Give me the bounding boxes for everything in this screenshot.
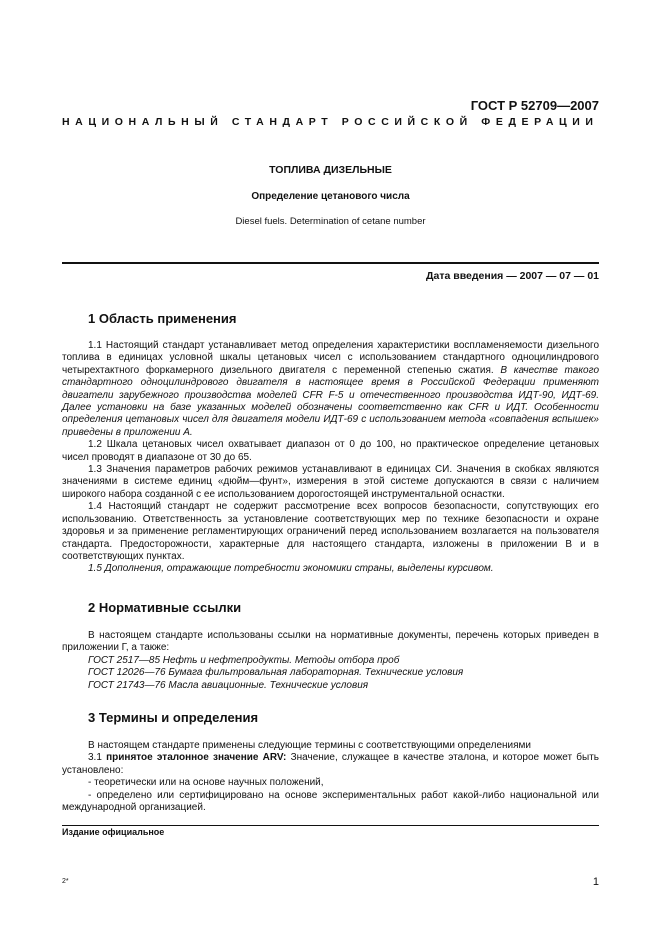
section-2-body bbox=[62, 630, 599, 692]
page-number: 1 bbox=[592, 876, 599, 888]
paragraph-1-2: 1.2 Шкала цетановых чисел охватывает диапазон от 0 до 100, но практическое определение цетановых чисел проводят в диапазоне от 30 до 65. bbox=[62, 439, 599, 463]
reference-gost-21743: ГОСТ 21743—76 Масла авиационные. Технические условия bbox=[88, 679, 369, 691]
section-1-heading: 1 Область применения bbox=[88, 311, 237, 326]
section-2-heading: 2 Нормативные ссылки bbox=[88, 600, 242, 615]
paragraph-1-4: 1.4 Настоящий стандарт не содержит рассмотрение всех вопросов безопасности, сопутствующих его использованию. Ответственность за установление соответствующих мер по технике безопасности и охране здоровья и за применение регламентирующих ограничений перед использованием возлагается на пользователя стандарта. Предосторожности, характерные для настоящего стандарта, изложены в приложении В и в соответствующих пунктах. bbox=[62, 501, 599, 562]
introduction-date: Дата введения — 2007 — 07 — 01 bbox=[426, 270, 599, 282]
official-edition-label: Издание официальное bbox=[62, 827, 165, 837]
paragraph-1-5: 1.5 Дополнения, отражающие потребности экономики страны, выделены курсивом. bbox=[88, 563, 494, 575]
section-3-body bbox=[62, 740, 599, 814]
paragraph-3-intro: В настоящем стандарте применены следующие термины с соответствующими определениями bbox=[88, 740, 532, 751]
paragraph-2-1: В настоящем стандарте использованы ссылки на нормативные документы, перечень которых приведен в приложении Г, а также: bbox=[62, 630, 599, 654]
document-subtitle: Определение цетанового числа bbox=[251, 191, 410, 202]
footer-divider bbox=[62, 825, 599, 826]
document-title-english: Diesel fuels. Determination of cetane number bbox=[235, 216, 426, 227]
paragraph-1-1: 1.1 Настоящий стандарт устанавливает метод определения характеристики воспламеняемости дизельного топлива в единицах условной шкалы цетановых чисел с использованием стандартного одноцилиндрового четырехтактного форкамерного дизельного двигателя с переменной степенью сжатия. В качестве такого стандартного одноцилиндрового двигателя в настоящее время в Российской Федерации применяют двигатели зарубежного производства моделей CFR F-5 и отечественного производства ИДТ-90, ИДТ-69. Далее установки на базе указанных моделей обозначены соответственно как CFR и ИДТ. Особенности определения цетановых чисел для двигателя модели ИДТ-69 с использованием метода «совпадения вспышек» приведены в приложении А. bbox=[62, 340, 600, 438]
paragraph-1-3: 1.3 Значения параметров рабочих режимов устанавливают в единицах СИ. Значения в скобках являются значениями в системе единиц «дюйм—фунт», измерения в этой системе допускаются в связи с наличием широкого набора созданной с ее использованием дорогостоящей инструментальной оснастки. bbox=[62, 464, 599, 500]
list-item: - определено или сертифицировано на основе экспериментальных работ какой-либо национальной или международной организацией. bbox=[62, 789, 599, 814]
paragraph-3-1: 3.1 принятое эталонное значение ARV: Значение, служащее в качестве эталона, и которое может быть установлено: bbox=[62, 752, 600, 776]
signature-mark: 2* bbox=[62, 878, 69, 885]
reference-gost-2517: ГОСТ 2517—85 Нефть и нефтепродукты. Методы отбора проб bbox=[88, 654, 400, 666]
list-item: - теоретически или на основе научных положений, bbox=[88, 777, 324, 789]
national-standard-banner: НАЦИОНАЛЬНЫЙ СТАНДАРТ РОССИЙСКОЙ ФЕДЕРАЦИИ bbox=[62, 116, 599, 128]
standard-number: ГОСТ Р 52709—2007 bbox=[470, 98, 599, 113]
document-title: ТОПЛИВА ДИЗЕЛЬНЫЕ bbox=[269, 164, 392, 176]
section-1-body bbox=[62, 340, 599, 576]
reference-gost-12026: ГОСТ 12026—76 Бумага фильтровальная лабораторная. Технические условия bbox=[88, 667, 464, 679]
section-3-heading: 3 Термины и определения bbox=[88, 710, 259, 725]
title-divider bbox=[62, 262, 599, 264]
